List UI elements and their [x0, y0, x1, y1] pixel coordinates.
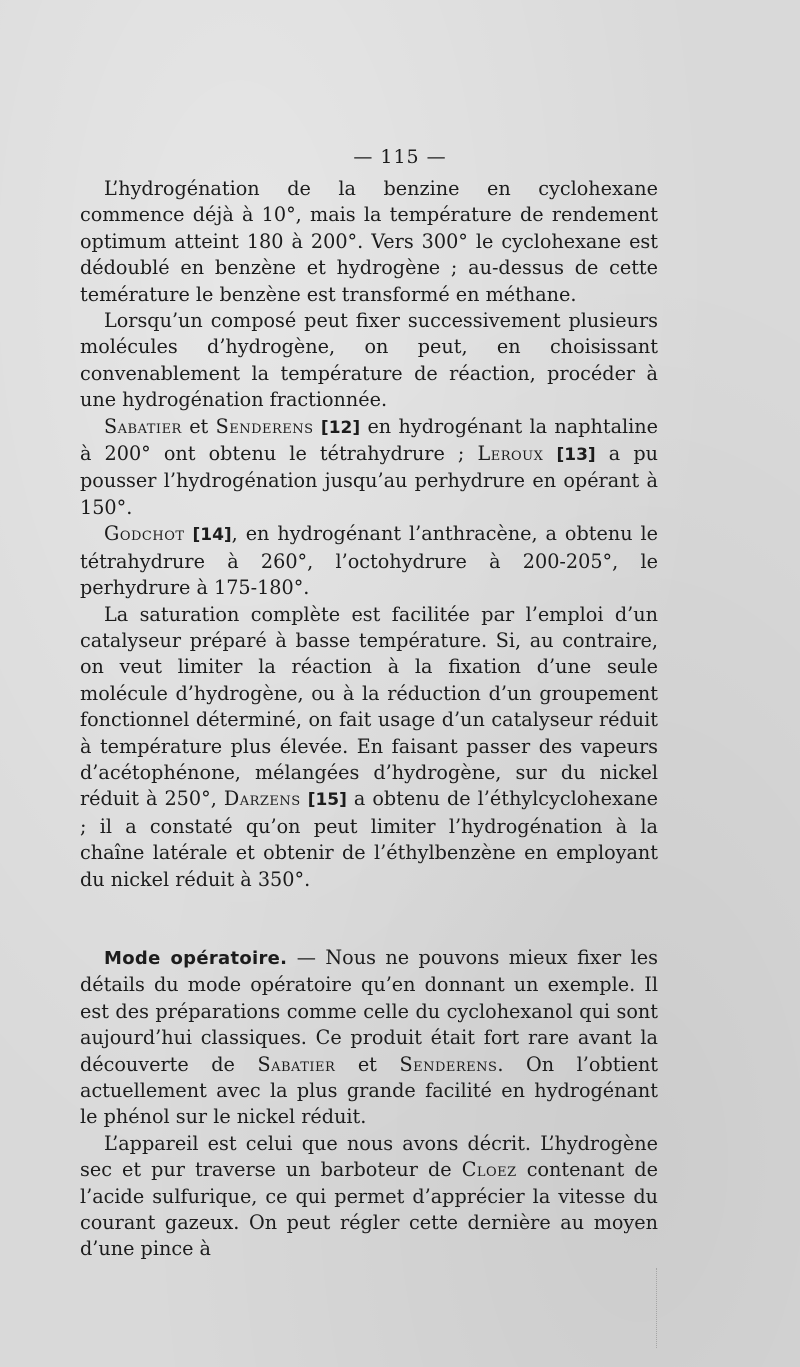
- text-run: et: [181, 414, 216, 438]
- margin-artifact: [656, 1268, 659, 1348]
- text-run: — Nous ne pouvons mieux fixer les détails du mode opératoire qu’en donnant un exemple. Il est des préparations comme celle du cyclohexanol qui sont aujourd’hui classiques. Ce produit était fort rare avant la découverte de: [80, 945, 658, 1076]
- author-name: Cloez: [461, 1158, 517, 1182]
- paragraph-naphthalene: [80, 414, 658, 522]
- text-run: en hydrogénant la naphtaline à 200° ont obtenu le tétrahydrure ;: [80, 414, 659, 466]
- paragraph-benzene-hydrogenation: L’hydrogénation de la benzine en cyclohexane commence déjà à 10°, mais la température de rendement optimum atteint 180 à 200°. Vers 300° le cyclohexane est dédoublé en benzène et hydrogène ; au-dessus de cette temérature le benzène est transformé en méthane.: [80, 177, 658, 306]
- page-number: — 115 —: [353, 146, 447, 168]
- author-name: Leroux: [477, 442, 544, 466]
- reference-marker: [12]: [320, 417, 361, 438]
- reference-marker: [13]: [556, 445, 596, 466]
- text-run: a pu pousser l’hydrogénation jusqu’au perhydrure en opérant à 150°.: [80, 442, 658, 519]
- section-spacer: [80, 893, 658, 945]
- text-run: La saturation complète est facilitée par l’emploi d’un catalyseur préparé à basse température. Si, au contraire, on veut limiter la réaction à la fixation d’une seule molécule d’hydrogène, ou à la réduction d’un groupement fonctionnel déterminé, on fait usage d’un catalyseur réduit à température plus élevée. En faisant passer des vapeurs d’acétophénone, mélangées d’hydrogène, sur du nickel réduit à 250°,: [80, 602, 658, 811]
- author-name: Senderens: [399, 1052, 498, 1076]
- author-name: Senderens: [215, 414, 314, 438]
- paragraph-mode-operatoire: [80, 945, 658, 1131]
- author-name: Sabatier: [104, 414, 182, 438]
- text-run: contenant de l’acide sulfurique, ce qui permet d’apprécier la vitesse du courant gazeux. On peut régler cette dernière au moyen d’une pince à: [80, 1158, 658, 1261]
- paragraph-anthracene: [80, 521, 658, 601]
- paragraph-fractional-hydrogenation: Lorsqu’un composé peut fixer successivement plusieurs molécules d’hydrogène, on peut, en choisissant convenablement la température de réaction, procéder à une hydrogénation fractionnée.: [80, 309, 658, 412]
- section-heading: Mode opératoire.: [104, 947, 288, 969]
- text-run: L’appareil est celui que nous avons décrit. L’hydrogène sec et pur traverse un barboteur de: [80, 1131, 658, 1182]
- paragraph-apparatus: [80, 1131, 658, 1263]
- author-name: Godchot: [104, 522, 185, 546]
- author-name: Sabatier: [257, 1052, 336, 1076]
- text-run: , en hydrogénant l’anthracène, a obtenu le tétrahydrure à 260°, l’octohydrure à 200-205°, le perhydrure à 175-180°.: [80, 522, 658, 600]
- reference-marker: [14]: [192, 525, 232, 546]
- text-run: et: [335, 1052, 400, 1076]
- author-name: Darzens: [223, 787, 301, 811]
- text-run: a obtenu de l’éthylcyclohexane ; il a constaté qu’on peut limiter l’hydrogénation à la chaîne latérale et obtenir de l’éthylbenzène en employant du nickel réduit à 350°.: [80, 787, 658, 891]
- body-text: [80, 176, 658, 1263]
- text-run: . On l’obtient actuellement avec la plus grande facilité en hydrogénant le phénol sur le nickel réduit.: [80, 1052, 659, 1129]
- paragraph-saturation: [80, 602, 658, 893]
- reference-marker: [15]: [307, 790, 347, 811]
